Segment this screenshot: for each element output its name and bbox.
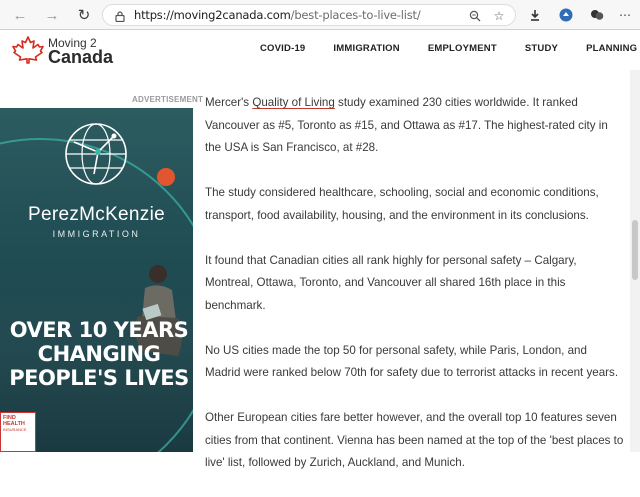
extension-icon[interactable]: [557, 6, 575, 24]
site-header: [0, 30, 640, 70]
forward-arrow-icon[interactable]: →: [44, 6, 60, 24]
zoom-icon[interactable]: [467, 8, 483, 24]
article-paragraph-5: Other European cities fare better however, and the overall top 10 features seven cities from that continent. Vienna has been named at the top of the 'best places to live' list, followed by Zurich, Auckland, and Munich.: [205, 411, 624, 469]
ad-headline-line-2: CHANGING: [37, 342, 161, 366]
nav-item-planning[interactable]: PLANNING: [586, 43, 638, 54]
maple-leaf-icon: [12, 36, 44, 64]
site-logo[interactable]: [12, 34, 122, 68]
paragraph-text: study examined 230 cities worldwide. It ranked Vancouver as #5, Toronto as #15, and Ottawa as #17. The highest-rated city in the USA is San Francisco, at #28.: [205, 96, 608, 154]
badge-line-3: INSURANCE: [3, 427, 27, 432]
lock-icon[interactable]: [112, 8, 128, 24]
reload-icon[interactable]: ↻: [77, 7, 91, 24]
ad-headline: [8, 318, 190, 390]
ad-brand-name: PerezMcKenzie: [28, 204, 165, 225]
article-body: [205, 92, 625, 497]
nav-item-employment[interactable]: EMPLOYMENT: [427, 43, 497, 54]
find-health-insurance-badge[interactable]: [0, 412, 36, 452]
menu-dots-icon[interactable]: ⋯: [619, 8, 631, 22]
ad-brand-subtitle: IMMIGRATION: [52, 229, 141, 239]
article-paragraph-1: [205, 92, 625, 160]
favorite-star-icon[interactable]: ☆: [493, 9, 505, 23]
article-paragraph-2: The study considered healthcare, schooling, social and economic conditions, transport, food availability, housing, and the environment in its conclusions.: [205, 186, 599, 222]
logo-text-big: Canada: [48, 47, 114, 67]
main-nav: [260, 43, 637, 54]
paragraph-text: Mercer's: [205, 96, 253, 109]
nav-item-study[interactable]: STUDY: [524, 43, 559, 54]
badge-line-2: HEALTH: [3, 421, 25, 427]
url-host: https://moving2canada.com: [134, 8, 291, 22]
profile-icon[interactable]: [588, 6, 606, 24]
quality-of-living-link[interactable]: Quality of Living: [252, 96, 335, 109]
article-paragraph-3: It found that Canadian cities all rank highly for personal safety – Calgary, Montreal, Ottawa, Toronto, and Vancouver all shared 16th place in this benchmark.: [205, 253, 577, 312]
advertisement-label: ADVERTISEMENT: [132, 95, 204, 104]
browser-toolbar: [0, 0, 640, 30]
ad-headline-line-1: OVER 10 YEARS: [9, 318, 189, 342]
article-paragraph-4: No US cities made the top 50 for personal safety, while Paris, London, and Madrid were ranked below 70th for safety due to terrorist attacks in recent years.: [205, 343, 619, 379]
badge-line-1: FIND: [3, 415, 16, 421]
nav-item-covid-19[interactable]: COVID-19: [260, 43, 306, 54]
url-path: /best-places-to-live-list/: [290, 8, 421, 22]
address-bar[interactable]: [102, 4, 516, 26]
nav-item-immigration[interactable]: IMMIGRATION: [333, 43, 400, 54]
ad-orange-dot: [157, 168, 175, 186]
url-text[interactable]: [134, 8, 421, 22]
ad-headline-line-3: PEOPLE'S LIVES: [9, 366, 189, 390]
download-icon[interactable]: [526, 6, 544, 24]
scrollbar-thumb[interactable]: [632, 220, 638, 280]
logo-text-small: Moving 2: [48, 36, 97, 50]
ad-banner[interactable]: [0, 108, 193, 452]
back-arrow-icon[interactable]: ←: [12, 6, 28, 24]
page-scrollbar[interactable]: [630, 70, 640, 452]
globe-icon: [64, 122, 128, 186]
